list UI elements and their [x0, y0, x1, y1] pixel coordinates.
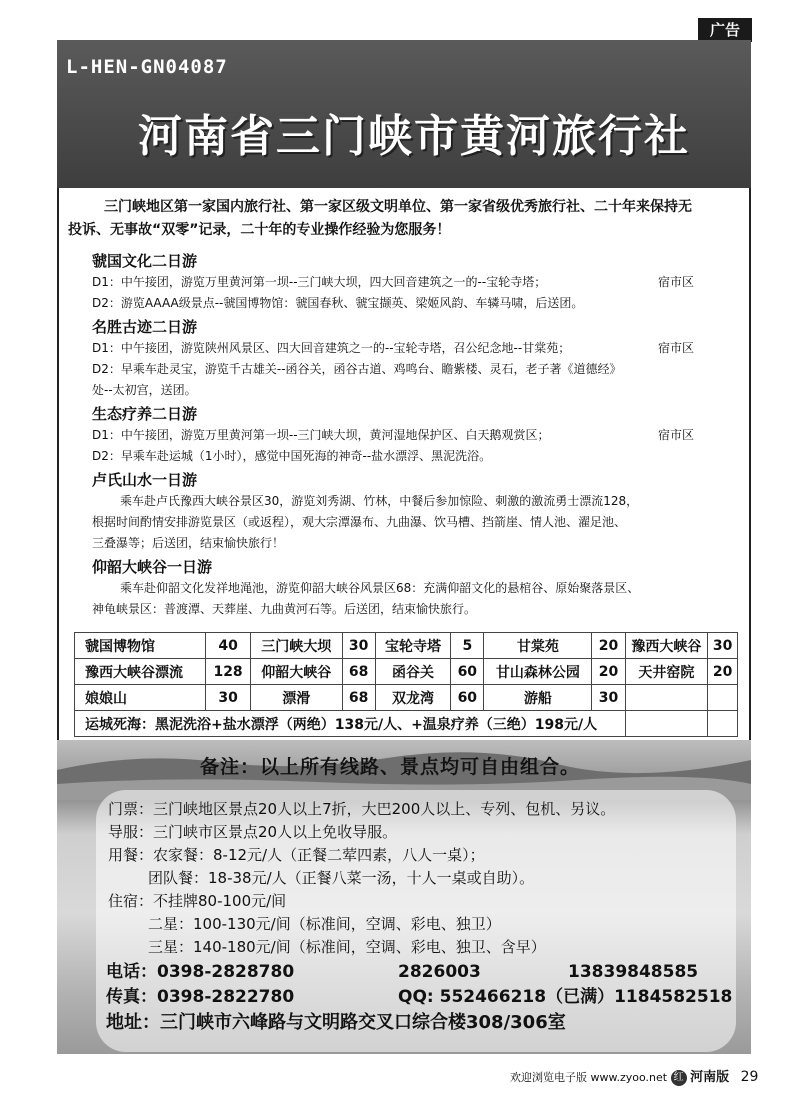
- service-info: [108, 798, 728, 959]
- tour-description: [92, 491, 732, 554]
- remark-text: 备注：以上所有线路、景点均可自由组合。: [200, 756, 581, 778]
- contact-block: [106, 960, 746, 1035]
- publication-logo-icon: 红: [671, 1070, 687, 1086]
- day-text: D2：早乘车赴运城（1小时），感觉中国死海的神奇--盐水漂浮、黑泥洗浴。: [92, 449, 492, 463]
- stay-label: 宿市区: [658, 275, 695, 289]
- page-footer: [510, 1066, 758, 1086]
- attraction-name: 虢国博物馆: [75, 633, 206, 659]
- attraction-name: 游船: [484, 685, 592, 711]
- attraction-name: 双龙湾: [375, 685, 451, 711]
- para-line: 三叠瀑等；后送团，结束愉快旅行！: [92, 536, 285, 550]
- phone-number: 电话：0398-2828780: [106, 962, 295, 982]
- tour-title: 名胜古迹二日游: [92, 318, 198, 336]
- day-text: D2：游览AAAA级景点--虢国博物馆：虢国春秋、虢宝撷英、梁姬风韵、车辚马啸，后送团。: [92, 296, 584, 310]
- ticket-info: 门票：三门峡地区景点20人以上7折，大巴200人以上、专列、包机、另议。: [108, 800, 616, 818]
- agency-title: 河南省三门峡市黄河旅行社: [138, 111, 690, 162]
- ad-tag: 广告: [698, 18, 752, 42]
- attraction-price: 30: [342, 633, 375, 659]
- para-line: 乘车赴卢氏豫西大峡谷景区30，游览刘秀湖、竹林，中餐后参加惊险、刺激的激流勇士漂流128，: [120, 494, 639, 508]
- attraction-price: 40: [206, 633, 250, 659]
- attraction-price: 30: [206, 685, 250, 711]
- guide-info: 导服：三门峡市区景点20人以上免收导服。: [108, 823, 398, 841]
- day-text: D1：中午接团，游览陕州风景区、四大回音建筑之一的--宝轮寺塔，召公纪念地--甘棠苑；: [92, 341, 571, 355]
- tour-title: 卢氏山水一日游: [92, 471, 198, 489]
- tour-day: [92, 425, 732, 446]
- attraction-name: 漂滑: [250, 685, 342, 711]
- tour-day: [92, 359, 732, 380]
- meal-info: 用餐：农家餐：8-12元/人（正餐二荤四素，八人一桌）；: [108, 846, 485, 864]
- price-table: [74, 632, 738, 737]
- tour-description: [92, 578, 732, 620]
- tour-day: [92, 338, 732, 359]
- attraction-name: 仰韶大峡谷: [250, 659, 342, 685]
- day-text: D2：早乘车赴灵宝，游览千古雄关--函谷关，函谷古道、鸡鸣台、瞻紫楼、灵石，老子著《道德经》: [92, 362, 622, 376]
- tour-list: [92, 248, 732, 620]
- tour-day: [92, 293, 732, 314]
- phone-number: 2826003: [398, 962, 481, 982]
- attraction-price: 30: [592, 685, 625, 711]
- para-line: 乘车赴仰韶文化发祥地渑池，游览仰韶大峡谷风景区68：充满仰韶文化的悬棺谷、原始聚落景区、: [120, 581, 640, 595]
- attraction-price: [708, 685, 738, 711]
- attraction-price: 68: [342, 659, 375, 685]
- attraction-name: 三门峡大坝: [250, 633, 342, 659]
- para-line: 神龟峡景区：普渡潭、天葬崖、九曲黄河石等。后送团，结束愉快旅行。: [92, 602, 477, 616]
- attraction-price: 128: [206, 659, 250, 685]
- qq-number: QQ: 552466218（已满）1184582518: [398, 987, 733, 1007]
- para-line: 根据时间酌情安排游览景区（或返程），观大宗潭瀑布、九曲瀑、饮马槽、挡箭崖、情人池、濯足池、: [92, 515, 627, 529]
- attraction-name: [625, 685, 708, 711]
- stay-info: 二星：100-130元/间（标准间，空调、彩电、独卫）: [148, 915, 501, 933]
- table-row: [75, 659, 738, 685]
- page-number: 29: [740, 1069, 759, 1085]
- tour-title: 虢国文化二日游: [92, 252, 198, 270]
- attraction-name: 宝轮寺塔: [375, 633, 451, 659]
- intro-line-2: 投诉、无事故“双零”记录，二十年的专业操作经验为您服务！: [68, 222, 451, 238]
- attraction-name: 甘棠苑: [484, 633, 592, 659]
- attraction-price: 20: [708, 659, 738, 685]
- attraction-price: 20: [592, 633, 625, 659]
- stay-label: 宿市区: [658, 341, 695, 355]
- fax-number: 传真：0398-2822780: [106, 987, 295, 1007]
- attraction-price: 68: [342, 685, 375, 711]
- day-text: D1：中午接团，游览万里黄河第一坝--三门峡大坝，黄河湿地保护区、白天鹅观赏区；: [92, 428, 550, 442]
- attraction-price: 5: [451, 633, 484, 659]
- website-text: 欢迎浏览电子版 www.zyoo.net: [510, 1071, 668, 1084]
- attraction-name: 函谷关: [375, 659, 451, 685]
- dead-sea-price-note: 运城死海：黑泥洗浴+盐水漂浮（两绝）138元/人、+温泉疗养（三绝）198元/人: [75, 711, 626, 737]
- empty-cell: [625, 711, 708, 737]
- day-text: D1：中午接团，游览万里黄河第一坝--三门峡大坝，四大回音建筑之一的--宝轮寺塔；: [92, 275, 547, 289]
- intro-line-1: 三门峡地区第一家国内旅行社、第一家区级文明单位、第一家省级优秀旅行社、二十年来保持无: [104, 199, 692, 215]
- attraction-price: 30: [708, 633, 738, 659]
- attraction-name: 天井窑院: [625, 659, 708, 685]
- tour-title: 生态疗养二日游: [92, 405, 198, 423]
- attraction-price: 60: [451, 685, 484, 711]
- tour-day: [92, 446, 732, 467]
- attraction-name: 豫西大峡谷漂流: [75, 659, 206, 685]
- attraction-name: 娘娘山: [75, 685, 206, 711]
- table-row: [75, 685, 738, 711]
- attraction-name: 甘山森林公园: [484, 659, 592, 685]
- stay-info: 住宿：不挂牌80-100元/间: [108, 892, 287, 910]
- mobile-number: 13839848585: [568, 962, 699, 982]
- table-row: [75, 633, 738, 659]
- attraction-price: 60: [451, 659, 484, 685]
- address: 地址：三门峡市六峰路与文明路交叉口综合楼308/306室: [106, 1012, 566, 1033]
- tour-day-cont: 处--太初宫，送团。: [92, 383, 197, 397]
- stay-info: 三星：140-180元/间（标准间，空调、彩电、独卫、含早）: [148, 938, 546, 956]
- attraction-name: 豫西大峡谷: [625, 633, 708, 659]
- intro-text: [68, 196, 758, 242]
- tour-day: [92, 272, 732, 293]
- table-row: [75, 711, 738, 737]
- fax-row: [106, 985, 746, 1010]
- phone-row: [106, 960, 746, 985]
- stay-label: 宿市区: [658, 428, 695, 442]
- meal-info: 团队餐：18-38元/人（正餐八菜一汤，十人一桌或自助）。: [148, 869, 535, 887]
- ad-code: L-HEN-GN04087: [66, 56, 228, 78]
- empty-cell: [708, 711, 738, 737]
- edition-name: 河南版: [690, 1070, 730, 1085]
- attraction-price: 20: [592, 659, 625, 685]
- tour-title: 仰韶大峡谷一日游: [92, 558, 213, 576]
